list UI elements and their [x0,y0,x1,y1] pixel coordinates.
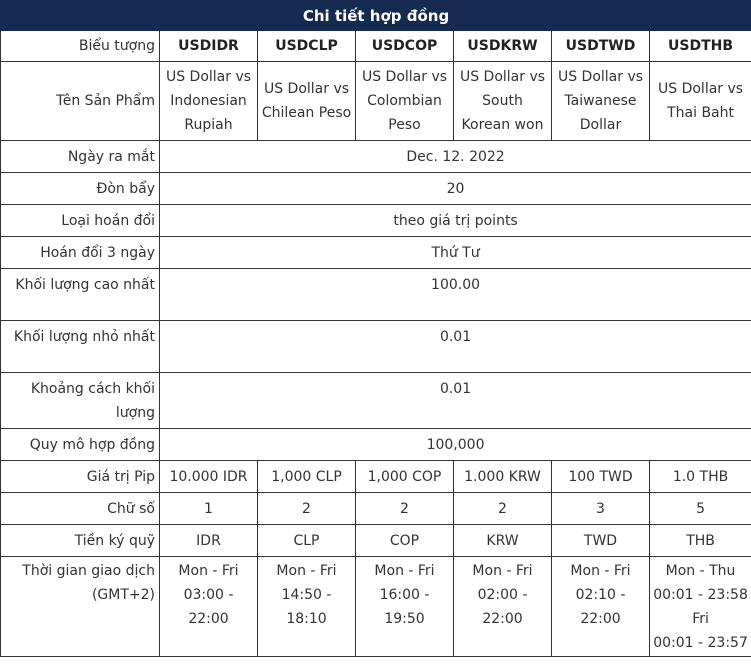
pip-value-row [1,461,751,493]
contract-size-row [1,429,751,461]
trading-time: 14:50 - 18:10 [281,587,332,627]
pip-value-cell: 1.0 THB [650,461,751,493]
trading-days: Mon - Thu [665,563,736,579]
max-volume-row [1,269,751,321]
symbol-cell: USDKRW [454,31,552,62]
launch-date-label: Ngày ra mắt [1,141,160,173]
trading-time: 03:00 - 22:00 [183,587,234,627]
trading-hours-cell [160,557,258,657]
trading-time: 00:01 - 23:58 [653,587,748,603]
trading-hours-cell [552,557,650,657]
min-volume-value: 0.01 [160,321,751,373]
margin-currency-cell: IDR [160,525,258,557]
symbol-label: Biểu tượng [1,31,160,62]
swap-type-row [1,205,751,237]
margin-currency-cell: TWD [552,525,650,557]
trading-hours-cell [258,557,356,657]
product-name-cell: US Dollar vs Chilean Peso [258,62,356,141]
product-name-cell: US Dollar vs South Korean won [454,62,552,141]
volume-step-value: 0.01 [160,373,751,429]
contract-size-label: Quy mô hợp đồng [1,429,160,461]
trading-time: 16:00 - 19:50 [379,587,430,627]
leverage-value: 20 [160,173,751,205]
trading-hours-cell [356,557,454,657]
digits-cell: 1 [160,493,258,525]
symbol-cell: USDIDR [160,31,258,62]
digits-cell: 2 [454,493,552,525]
digits-label: Chữ số [1,493,160,525]
product-name-cell: US Dollar vs Thai Baht [650,62,751,141]
product-name-label: Tên Sản Phẩm [1,62,160,141]
pip-value-cell: 100 TWD [552,461,650,493]
min-volume-row [1,321,751,373]
margin-currency-cell: CLP [258,525,356,557]
max-volume-label: Khối lượng cao nhất [1,269,160,321]
symbol-cell: USDTWD [552,31,650,62]
trading-hours-row [1,557,751,657]
trading-days: Mon - Fri [472,563,533,579]
trading-days: Mon - Fri [276,563,337,579]
table-title: Chi tiết hợp đồng [1,1,751,31]
swap-type-label: Loại hoán đổi [1,205,160,237]
margin-currency-cell: KRW [454,525,552,557]
symbol-cell: USDCOP [356,31,454,62]
trading-hours-label: Thời gian giao dịch (GMT+2) [1,557,160,657]
product-name-cell: US Dollar vs Indonesian Rupiah [160,62,258,141]
margin-currency-cell: COP [356,525,454,557]
trading-days: Fri [692,611,709,627]
max-volume-value: 100.00 [160,269,751,321]
trading-days: Mon - Fri [374,563,435,579]
margin-currency-row [1,525,751,557]
swap-3day-value: Thứ Tư [160,237,751,269]
min-volume-label: Khối lượng nhỏ nhất [1,321,160,373]
swap-type-value: theo giá trị points [160,205,751,237]
trading-days: Mon - Fri [178,563,239,579]
digits-cell: 3 [552,493,650,525]
volume-step-row [1,373,751,429]
swap-3day-row [1,237,751,269]
margin-currency-label: Tiền ký quỹ [1,525,160,557]
pip-value-cell: 1,000 COP [356,461,454,493]
symbol-cell: USDTHB [650,31,751,62]
swap-3day-label: Hoán đổi 3 ngày [1,237,160,269]
launch-date-row [1,141,751,173]
trading-time: 02:10 - 22:00 [575,587,626,627]
pip-value-label: Giá trị Pip [1,461,160,493]
volume-step-label: Khoảng cách khối lượng [1,373,160,429]
symbol-cell: USDCLP [258,31,356,62]
trading-time: 02:00 - 22:00 [477,587,528,627]
table-header-row [1,1,751,31]
product-name-row [1,62,751,141]
pip-value-cell: 10.000 IDR [160,461,258,493]
product-name-cell: US Dollar vs Colombian Peso [356,62,454,141]
leverage-label: Đòn bẩy [1,173,160,205]
trading-time: 00:01 - 23:57 [653,635,748,651]
digits-row [1,493,751,525]
launch-date-value: Dec. 12. 2022 [160,141,751,173]
digits-cell: 2 [258,493,356,525]
trading-hours-cell [454,557,552,657]
trading-days: Mon - Fri [570,563,631,579]
leverage-row [1,173,751,205]
product-name-cell: US Dollar vs Taiwanese Dollar [552,62,650,141]
pip-value-cell: 1.000 KRW [454,461,552,493]
trading-hours-cell [650,557,751,657]
pip-value-cell: 1,000 CLP [258,461,356,493]
digits-cell: 5 [650,493,751,525]
margin-currency-cell: THB [650,525,751,557]
contract-size-value: 100,000 [160,429,751,461]
symbol-row [1,31,751,62]
digits-cell: 2 [356,493,454,525]
